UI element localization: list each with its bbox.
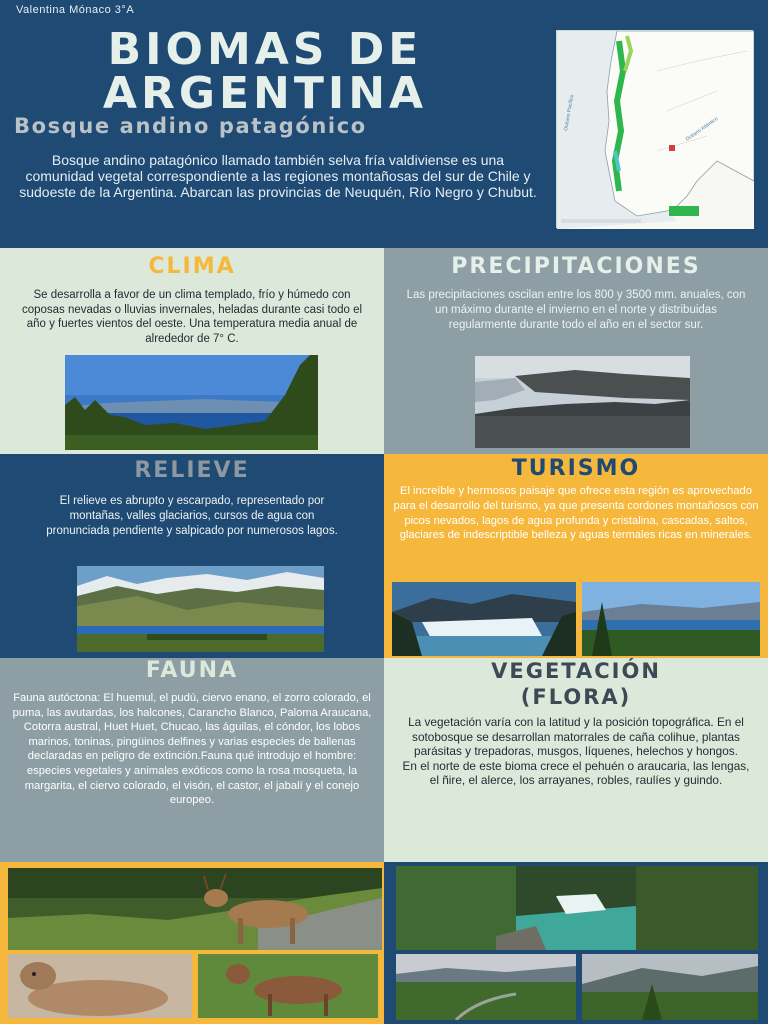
relieve-text: El relieve es abrupto y escarpado, representado por montañas, valles glaciarios, cursos de agua con pronunciada pendiente y salpicado por numerosos lagos. xyxy=(46,495,338,537)
precipitaciones-text: Las precipitaciones oscilan entre los 800 y 3500 mm. anuales, con un máximo durante el invierno en el norte y distribuidas regularmente durante todo el año en el sector sur. xyxy=(406,289,746,331)
vegetacion-title xyxy=(384,658,768,710)
vegetacion-title-line2: (FLORA) xyxy=(520,685,632,709)
waterfall-forest-photo xyxy=(396,866,758,950)
huemul-deer-photo xyxy=(8,868,382,950)
clima-section xyxy=(0,248,384,454)
relieve-section xyxy=(0,454,384,658)
vegetacion-text: La vegetación varía con la latitud y la posición topográfica. En el sotobosque se desarrollan matorrales de caña colihue, plantas parásitas y trepadoras, musgos, líquenes, helechos y hongos. En el norte de este bioma crece el pehuén o araucaria, las lengas, el ñire, el alerce, los arrayanes, robles, raulíes y guindo. xyxy=(402,715,750,788)
fauna-photos-panel xyxy=(0,862,384,1024)
header-section xyxy=(0,0,768,248)
intro-text: Bosque andino patagónico llamado también selva fría valdiviense es una comunidad vegetal correspondiente a las regiones montañosas del sur de Chile y sudoeste de la Argentina. Abarcan las provincias de Neuquén, Río Negro y Chubut. xyxy=(19,152,537,200)
page-subtitle: Bosque andino patagónico xyxy=(14,114,367,138)
clima-text: Se desarrolla a favor de un clima templado, frío y húmedo con coposas nevadas o lluvias invernales, heladas durante casi todo el año y fuertes vientos del oeste. Una temperatura media anual de alrededor de 7° C. xyxy=(21,289,363,345)
hills-forest-photo xyxy=(582,954,758,1020)
argentina-map-image xyxy=(556,30,753,228)
turismo-lake-photo xyxy=(582,582,760,656)
author-label: Valentina Mónaco 3°A xyxy=(16,4,135,16)
precipitaciones-forest-photo xyxy=(475,356,690,448)
turismo-title: TURISMO xyxy=(511,456,641,481)
vegetacion-title-line1: VEGETACIÓN xyxy=(491,659,661,683)
fauna-section xyxy=(0,658,384,862)
page-title xyxy=(40,24,490,119)
turismo-section xyxy=(384,454,768,658)
svg-text:Océano Pacífico: Océano Pacífico xyxy=(563,94,576,132)
page-title-line1: BIOMAS DE xyxy=(107,24,423,75)
turismo-glacier-photo xyxy=(392,582,576,656)
vegetacion-photos-panel xyxy=(384,862,768,1024)
page-title-line2: ARGENTINA xyxy=(102,68,428,119)
turismo-text: El increíble y hermosos paisaje que ofrece esta región es aprovechado para el desarrollo del turismo, ya que presenta cordones montañosos con picos nevados, lagos de agua profunda y cristalina, cascadas, saltos, glaciares de indescriptible belleza y aguas termales ricas en minerales. xyxy=(393,485,759,542)
relieve-valley-photo xyxy=(77,566,324,652)
puma-photo xyxy=(8,954,192,1018)
clima-title: CLIMA xyxy=(148,254,236,279)
relieve-title: RELIEVE xyxy=(134,458,250,483)
pudu-photo xyxy=(198,954,378,1018)
fauna-text: Fauna autóctona: El huemul, el pudú, ciervo enano, el zorro colorado, el puma, las avutardas, los halcones, Carancho Blanco, Paloma Araucana, Cotorra austral, Huet Huet, Chucao, las águilas, el cóndor, los lobos marinos, toninas, pingüinos delfines y varias especies de ballenas declaradas en peligro de extinción.Fauna qué introdujo el hombre: especies vegetales y animales exóticos como la rosa mosqueta, la margarita, el ciervo colorado, el visón, el castor, el jabalí y el conejo europeo. xyxy=(12,692,372,807)
vegetacion-section xyxy=(384,658,768,862)
fauna-title: FAUNA xyxy=(145,658,239,683)
valley-forest-photo xyxy=(396,954,576,1020)
svg-text:Océano Atlántico: Océano Atlántico xyxy=(684,116,720,143)
precipitaciones-title: PRECIPITACIONES xyxy=(451,254,701,279)
precipitaciones-section xyxy=(384,248,768,454)
clima-lake-photo xyxy=(65,355,318,450)
